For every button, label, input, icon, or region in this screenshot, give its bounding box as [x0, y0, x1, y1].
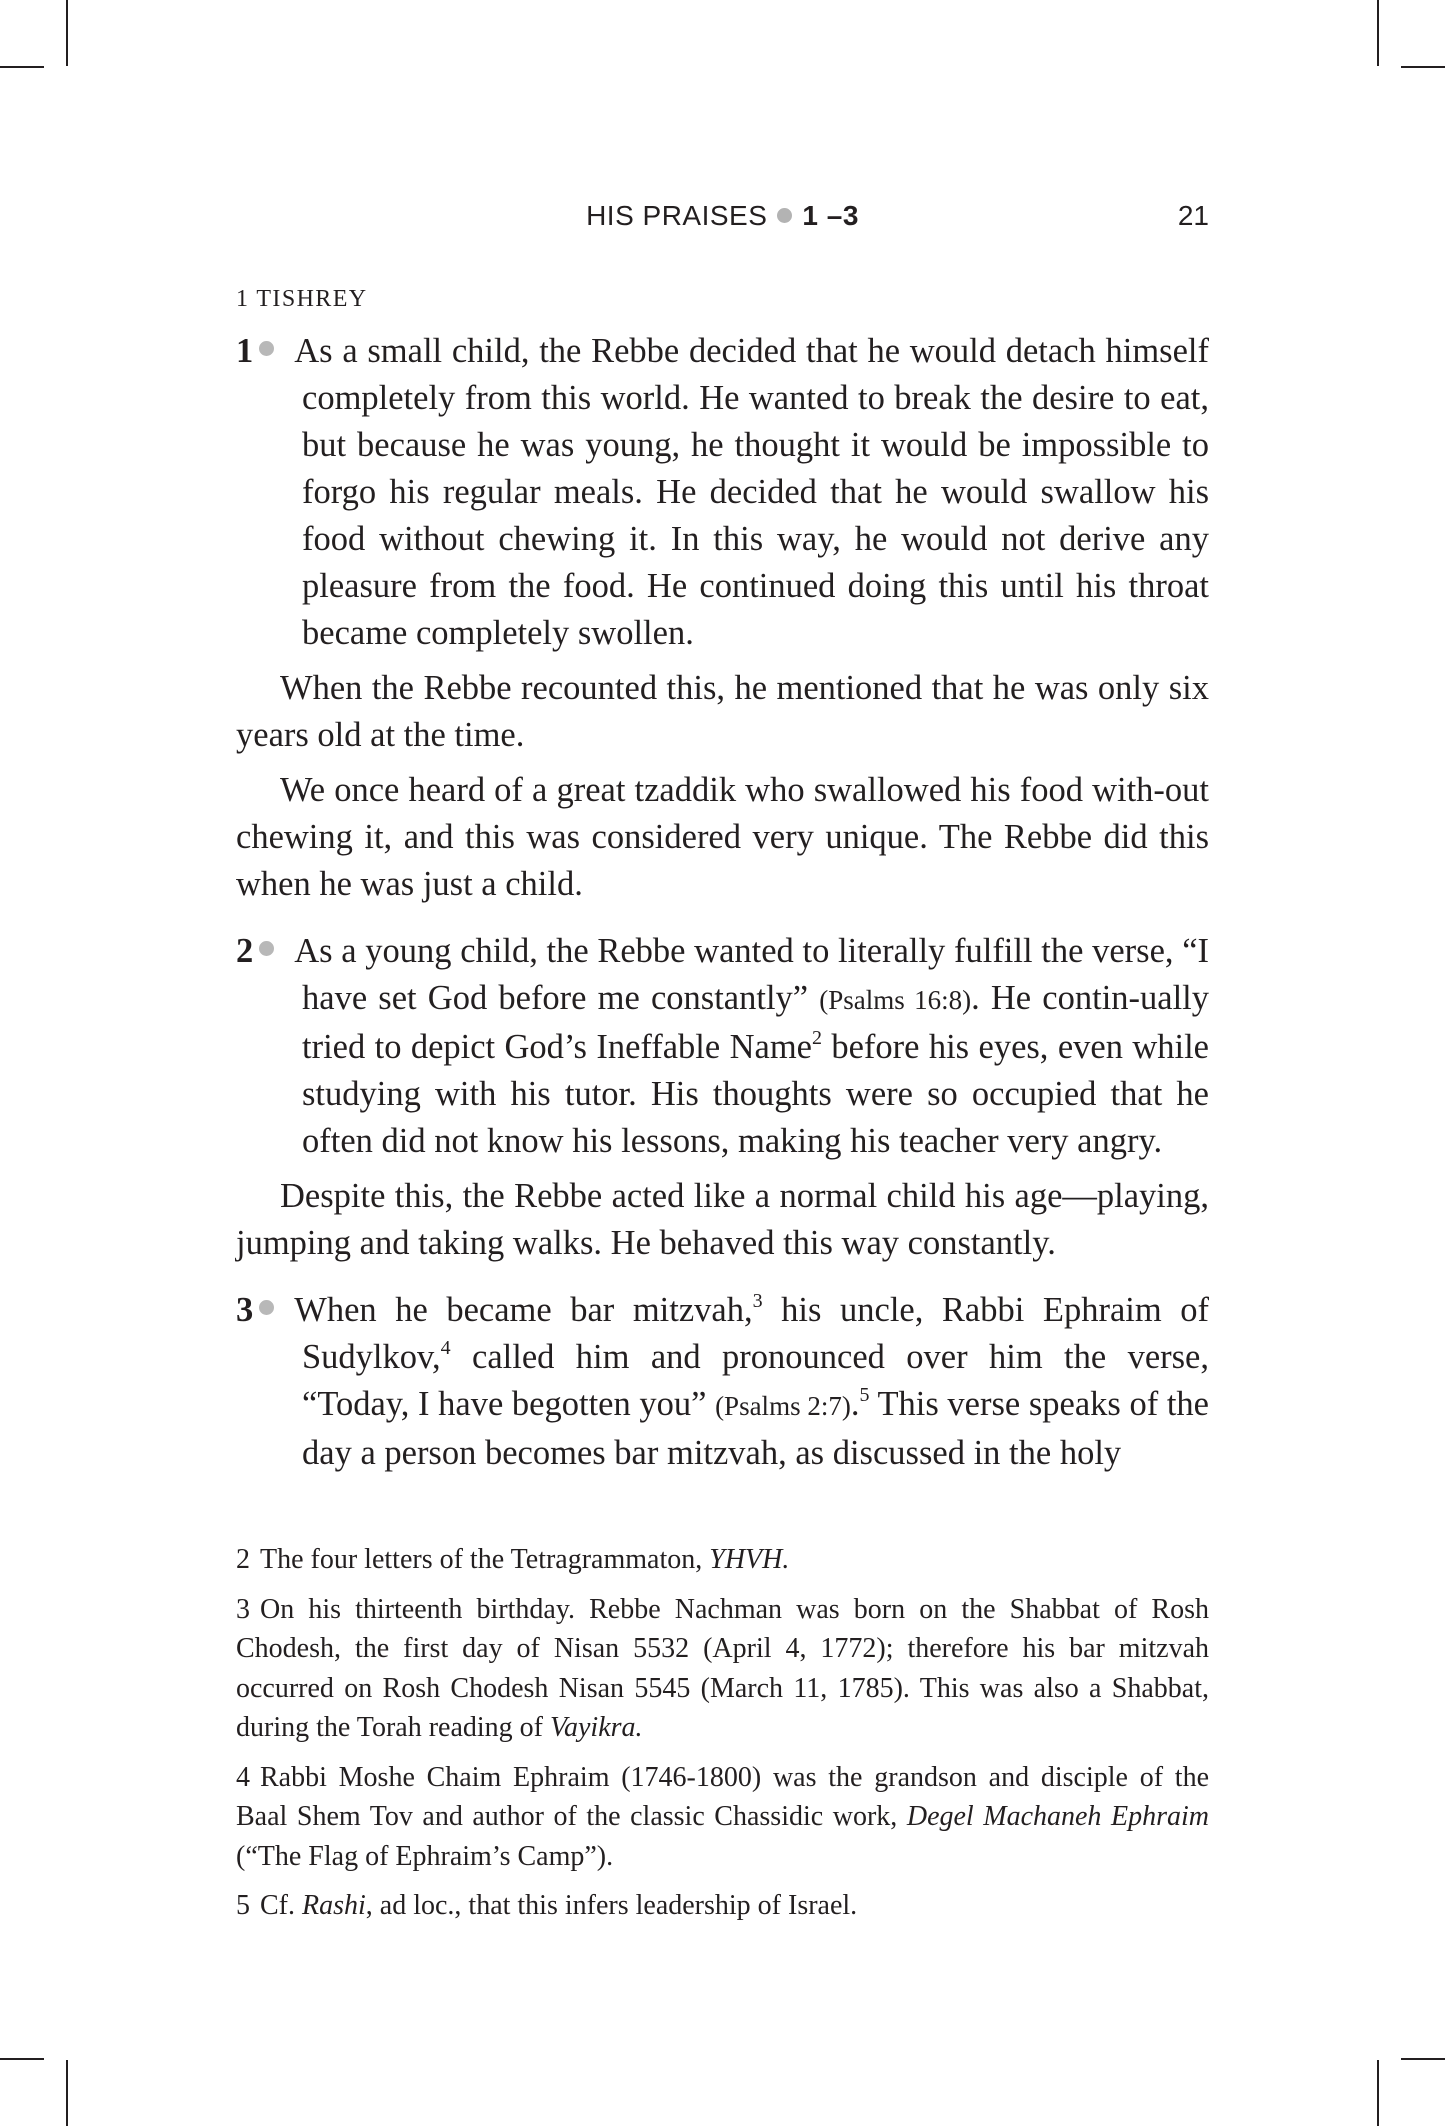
entry-text: As a young child, the Rebbe wanted to literally fulfill the verse, “I have set God before me constantly”	[294, 932, 1209, 1017]
crop-mark-top-left-h	[0, 66, 44, 68]
footnote-text: On his thirteenth birthday. Rebbe Nachman was born on the Shabbat of Rosh Chodesh, the first day of Nisan 5532 (April 4, 1772); therefore his bar mitzvah occurred on Rosh Chodesh Nisan 5545 (March 11, 1785). This was also a Shabbat, during the Torah reading of	[236, 1593, 1209, 1743]
footnote-3	[236, 1590, 1209, 1748]
footnote-2	[236, 1540, 1209, 1580]
entry-1-paragraph-3: We once heard of a great tzaddik who swallowed his food with-out chewing it, and this was considered very unique. The Rebbe did this when he was just a child.	[236, 771, 1209, 903]
footnote-text: , ad loc., that this infers leadership of Israel.	[365, 1890, 858, 1921]
scripture-citation: (Psalms 2:7)	[715, 1391, 851, 1421]
entry-2-paragraph-2: Despite this, the Rebbe acted like a normal child his age—playing, jumping and taking walks. He behaved this way constantly.	[236, 1177, 1209, 1262]
footnote-text-tail: (“The Flag of Ephraim’s Camp”).	[236, 1840, 614, 1872]
scripture-citation: (Psalms 16:8)	[819, 985, 972, 1015]
footnote-ref: 2	[811, 1027, 822, 1049]
footnote-number: 3	[236, 1593, 250, 1625]
date-label: 1 TISHREY	[236, 286, 368, 312]
entry-2-paragraph-1	[236, 928, 1209, 1165]
running-title	[236, 200, 1209, 232]
entry-text: This verse speaks of the day a person becomes bar mitzvah, as discussed in the holy	[302, 1385, 1209, 1472]
bullet-icon	[259, 1300, 274, 1315]
crop-mark-bottom-left-h	[0, 2058, 44, 2060]
entry-1-paragraph-1	[236, 328, 1209, 657]
entry-text: .	[850, 1385, 860, 1423]
crop-mark-bottom-right-h	[1401, 2058, 1445, 2060]
footnote-italic: Vayikra.	[550, 1712, 643, 1743]
footnote-text: The four letters of the Tetragrammaton,	[260, 1544, 710, 1575]
footnote-ref: 5	[859, 1384, 870, 1406]
entry-number: 2	[236, 932, 254, 970]
entry-3	[236, 1287, 1209, 1477]
footnote-text-pre: Cf.	[260, 1890, 302, 1921]
entry-3-paragraph-1	[236, 1287, 1209, 1477]
running-title-text: HIS PRAISES	[586, 200, 768, 231]
footnote-ref: 4	[440, 1337, 451, 1359]
entry-1-paragraph-2: When the Rebbe recounted this, he mentioned that he was only six years old at the time.	[236, 669, 1209, 754]
entry-text: As a small child, the Rebbe decided that he would detach himself completely from this world. He wanted to break the desire to eat, but because he was young, he thought it would be impossible to forgo his regular meals. He decided that he would swallow his food without chewing it. In this way, he would not derive any pleasure from the food. He continued doing this until his throat became completely swollen.	[294, 332, 1209, 652]
footnote-4	[236, 1758, 1209, 1877]
entry-number: 1	[236, 332, 254, 370]
footnotes	[236, 1540, 1209, 1936]
footnote-5	[236, 1886, 1209, 1926]
footnote-number: 5	[236, 1890, 250, 1921]
bullet-icon	[259, 941, 274, 956]
entry-text: his uncle, Rabbi Ephraim of Sudylkov,	[302, 1291, 1209, 1376]
footnote-ref: 3	[752, 1290, 763, 1312]
footnote-text: Rabbi Moshe Chaim Ephraim (1746-1800) was the grandson and disciple of the Baal Shem Tov and author of the classic Chassidic work,	[236, 1761, 1209, 1832]
crop-mark-top-right-h	[1401, 66, 1445, 68]
entry-text: before his eyes, even while studying with his tutor. His thoughts were so occupied that he often did not know his lessons, making his teacher very angry.	[302, 1028, 1209, 1160]
entry-text: called him and pronounced over him the verse, “Today, I have begotten you”	[302, 1338, 1209, 1423]
entry-text: . He contin-ually tried to depict God’s Ineffable Name	[302, 979, 1209, 1066]
page-number: 21	[1177, 200, 1209, 231]
footnote-italic: Rashi	[302, 1890, 366, 1921]
crop-mark-bottom-left	[66, 2060, 68, 2126]
bullet-icon	[777, 208, 792, 223]
entry-1	[236, 328, 1209, 908]
entry-text: When he became bar mitzvah,	[294, 1291, 753, 1329]
section-range: 1 –3	[802, 200, 859, 231]
footnote-italic: YHVH.	[709, 1544, 790, 1575]
crop-mark-bottom-right	[1377, 2060, 1379, 2126]
footnote-number: 4	[236, 1761, 250, 1793]
main-text	[236, 328, 1209, 1497]
bullet-icon	[259, 341, 274, 356]
crop-mark-top-right	[1377, 0, 1379, 66]
footnote-number: 2	[236, 1544, 250, 1575]
running-header	[236, 200, 1209, 242]
entry-number: 3	[236, 1291, 254, 1329]
crop-mark-top-left	[66, 0, 68, 66]
footnote-italic: Degel Machaneh Ephraim	[906, 1801, 1209, 1832]
entry-2	[236, 928, 1209, 1267]
